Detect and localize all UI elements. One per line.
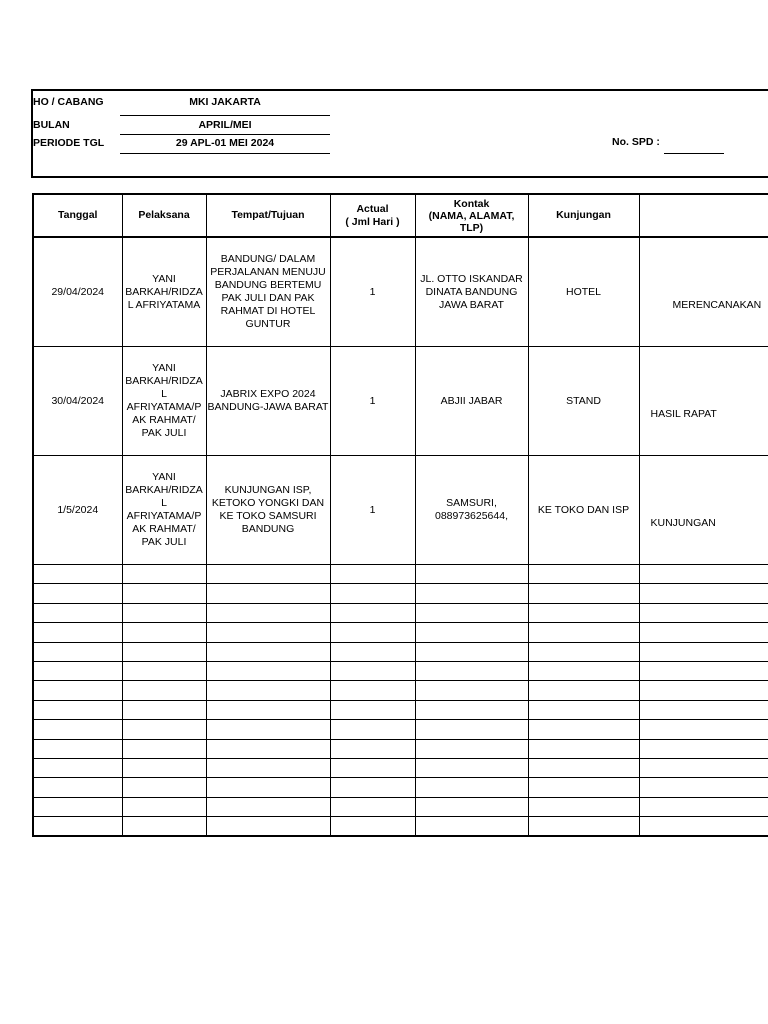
- header-divider: [120, 153, 330, 154]
- table-row: [33, 237, 768, 347]
- column-header-tanggal: Tanggal: [33, 194, 122, 237]
- spd-field: [664, 153, 724, 154]
- empty-row: [33, 817, 768, 837]
- empty-row: [33, 584, 768, 603]
- cell-kontak: ABJII JABAR: [415, 347, 528, 456]
- activity-table: [32, 193, 768, 837]
- table-row: [33, 347, 768, 456]
- cell-tempat: BANDUNG/ DALAM PERJALANAN MENUJU BANDUNG BERTEMU PAK JULI DAN PAK RAHMAT DI HOTEL GUNTUR: [206, 237, 330, 347]
- bulan-value: APRIL/MEI: [198, 119, 252, 131]
- cell-pelaksana: YANI BARKAH/RIDZA L AFRIYATAMA/P AK RAHMAT/ PAK JULI: [122, 347, 206, 456]
- column-header-pelaksana: Pelaksana: [122, 194, 206, 237]
- cell-kunjungan: HOTEL: [528, 237, 639, 347]
- table-header-row: [33, 194, 768, 237]
- cell-tanggal: 29/04/2024: [33, 237, 122, 347]
- cell-tanggal: 1/5/2024: [33, 456, 122, 565]
- periode-value: 29 APL-01 MEI 2024: [175, 137, 275, 149]
- empty-row: [33, 720, 768, 739]
- empty-row: [33, 603, 768, 622]
- spd-label: No. SPD :: [612, 136, 660, 148]
- bulan-label: BULAN: [33, 119, 70, 131]
- cell-kunjungan: KE TOKO DAN ISP: [528, 456, 639, 565]
- cell-kontak: SAMSURI, 088973625644,: [415, 456, 528, 565]
- header-divider: [120, 115, 330, 116]
- column-header-kunjungan: Kunjungan: [528, 194, 639, 237]
- empty-row: [33, 681, 768, 700]
- cell-kunjungan: STAND: [528, 347, 639, 456]
- cell-keterangan: KUNJUNGAN: [639, 456, 768, 565]
- ho-cabang-label: HO / CABANG: [33, 96, 104, 108]
- cell-keterangan: HASIL RAPAT: [639, 347, 768, 456]
- cell-actual: 1: [330, 237, 415, 347]
- cell-tempat: KUNJUNGAN ISP, KETOKO YONGKI DAN KE TOKO SAMSURI BANDUNG: [206, 456, 330, 565]
- empty-row: [33, 700, 768, 719]
- cell-tempat: JABRIX EXPO 2024 BANDUNG-JAWA BARAT: [206, 347, 330, 456]
- cell-actual: 1: [330, 347, 415, 456]
- empty-row: [33, 778, 768, 797]
- empty-row: [33, 565, 768, 584]
- cell-keterangan: MERENCANAKAN: [639, 237, 768, 347]
- column-header-actual: Actual ( Jml Hari ): [330, 194, 415, 237]
- empty-row: [33, 661, 768, 680]
- periode-label: PERIODE TGL: [33, 137, 105, 149]
- column-header-tempat: Tempat/Tujuan: [206, 194, 330, 237]
- empty-row: [33, 797, 768, 816]
- empty-row: [33, 623, 768, 642]
- cell-pelaksana: YANI BARKAH/RIDZA L AFRIYATAMA/P AK RAHMAT/ PAK JULI: [122, 456, 206, 565]
- empty-row: [33, 758, 768, 777]
- header-divider: [120, 134, 330, 135]
- cell-tanggal: 30/04/2024: [33, 347, 122, 456]
- ho-cabang-value: MKI JAKARTA: [189, 96, 261, 108]
- cell-pelaksana: YANI BARKAH/RIDZA L AFRIYATAMA: [122, 237, 206, 347]
- cell-kontak: JL. OTTO ISKANDAR DINATA BANDUNG JAWA BARAT: [415, 237, 528, 347]
- column-header-keterangan: [639, 194, 768, 237]
- empty-row: [33, 642, 768, 661]
- column-header-kontak: Kontak (NAMA, ALAMAT, TLP): [415, 194, 528, 237]
- empty-row: [33, 739, 768, 758]
- cell-actual: 1: [330, 456, 415, 565]
- table-row: [33, 456, 768, 565]
